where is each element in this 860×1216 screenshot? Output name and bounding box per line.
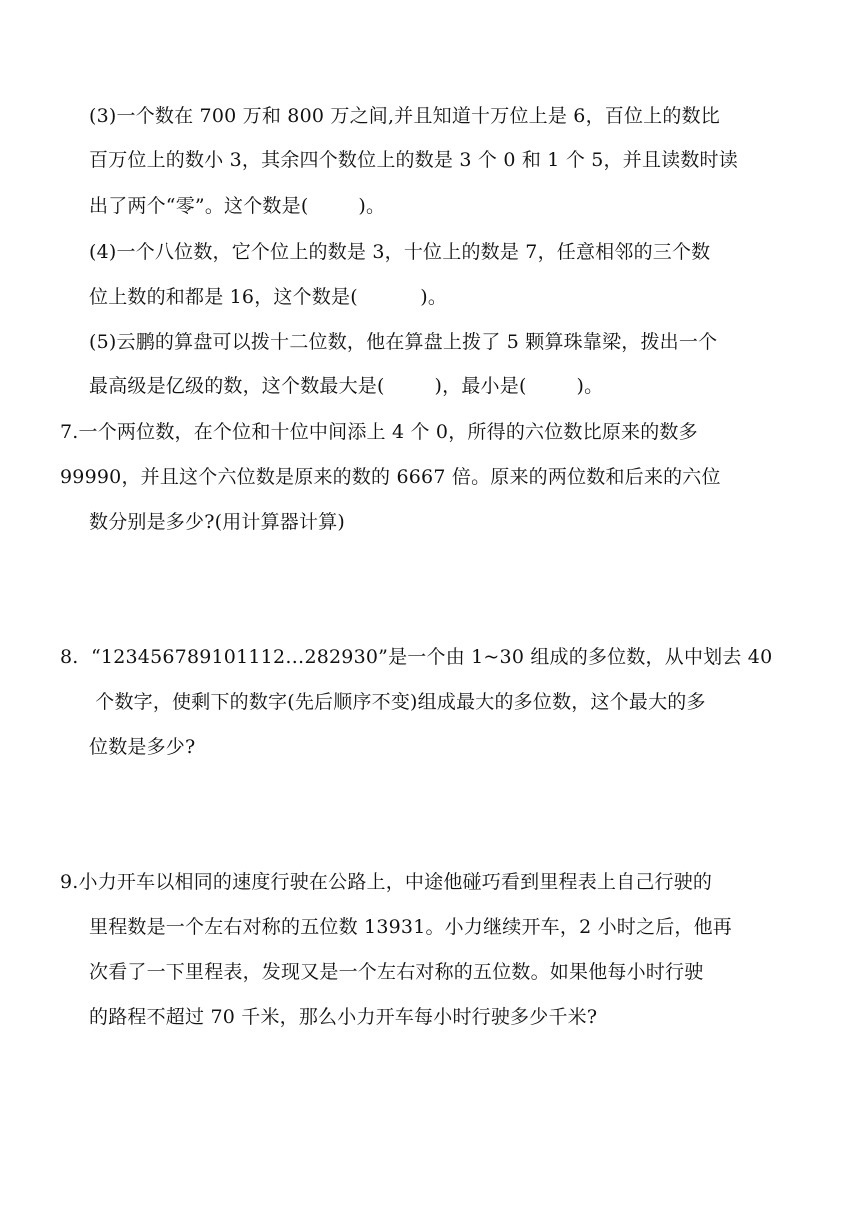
question-8-line-3: 位数是多少? (89, 736, 196, 758)
question-6-5-line-1: (5)云鹏的算盘可以拨十二位数，他在算盘上拨了 5 颗算珠靠梁，拨出一个 (89, 331, 718, 353)
question-6-5-line-2: 最高级是亿级的数，这个数最大是( )，最小是( )。 (89, 375, 604, 397)
question-6-3-line-1: (3)一个数在 700 万和 800 万之间,并且知道十万位上是 6，百位上的数比 (89, 105, 720, 127)
question-9-line-1: 9.小力开车以相同的速度行驶在公路上，中途他碰巧看到里程表上自己行驶的 (60, 871, 713, 893)
question-8-line-1: 8. “123456789101112…282930”是一个由 1~30 组成的多位数，从中划去 40 (60, 646, 773, 668)
question-7-line-2: 99990，并且这个六位数是原来的数的 6667 倍。原来的两位数和后来的六位 (60, 466, 721, 488)
question-7-line-3: 数分别是多少?(用计算器计算) (89, 511, 346, 533)
question-9-line-3: 次看了一下里程表，发现又是一个左右对称的五位数。如果他每小时行驶 (89, 961, 704, 983)
question-6-4-line-2: 位上数的和都是 16，这个数是( )。 (89, 286, 448, 308)
question-6-4-line-1: (4)一个八位数，它个位上的数是 3，十位上的数是 7，任意相邻的三个数 (89, 241, 711, 263)
question-9-line-4: 的路程不超过 70 千米，那么小力开车每小时行驶多少千米? (89, 1006, 598, 1028)
question-6-3-line-2: 百万位上的数小 3，其余四个数位上的数是 3 个 0 和 1 个 5，并且读数时读 (89, 149, 738, 171)
question-7-line-1: 7.一个两位数，在个位和十位中间添上 4 个 0，所得的六位数比原来的数多 (60, 421, 698, 443)
question-8-line-2: 个数字，使剩下的数字(先后顺序不变)组成最大的多位数，这个最大的多 (89, 691, 706, 713)
question-9-line-2: 里程数是一个左右对称的五位数 13931。小力继续开车，2 小时之后，他再 (89, 916, 733, 938)
question-6-3-line-3: 出了两个“零”。这个数是( )。 (89, 195, 386, 217)
